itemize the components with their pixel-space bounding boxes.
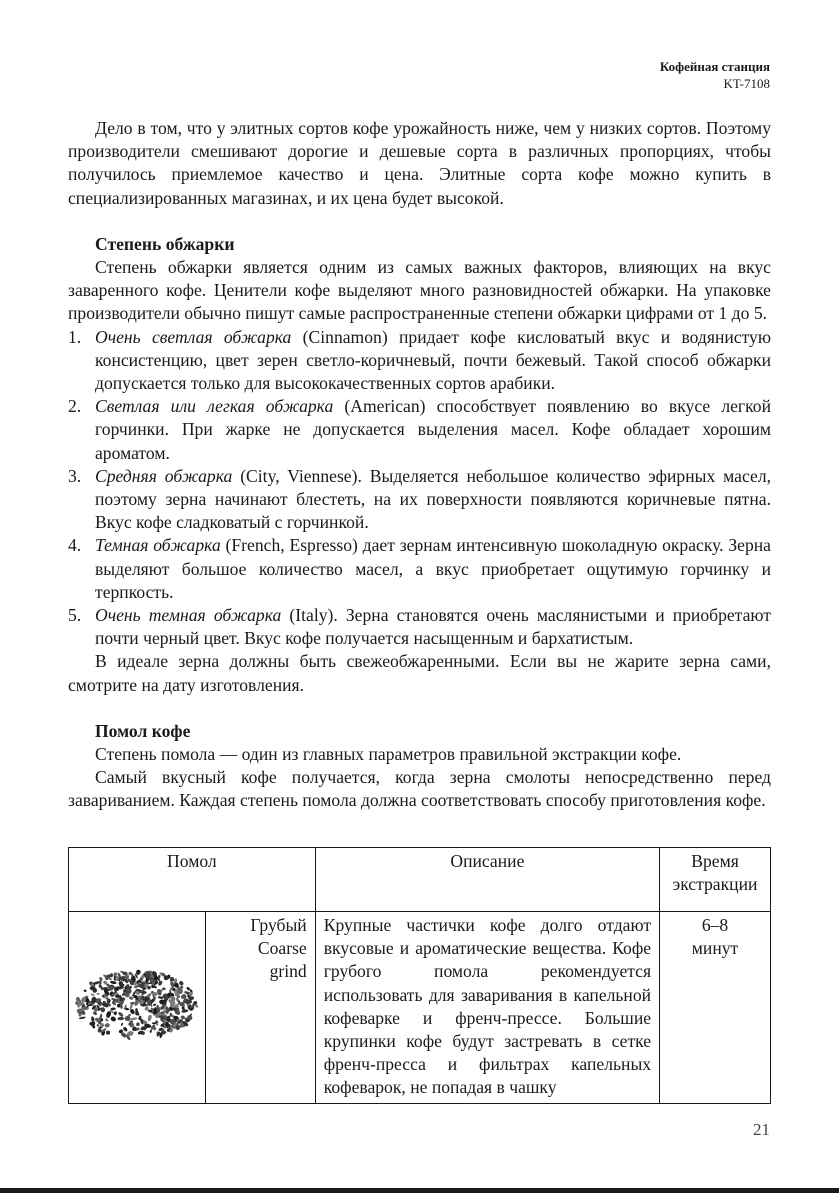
header-title: Кофейная станция (659, 59, 770, 74)
running-header (660, 58, 770, 92)
roast-heading: Степень обжарки (95, 233, 235, 254)
roast-item-number: 1. (68, 326, 82, 347)
roast-item-number: 2. (68, 396, 82, 417)
grind-table (68, 847, 771, 1104)
roast-freshness-paragraph: В идеале зерна должны быть свежеобжаренными. Если вы не жарите зерна сами, смотрите на дату изготовления. (68, 651, 771, 695)
grind-paragraph-2: Самый вкусный кофе получается, когда зерна смолоты непосредственно перед завариванием. Каждая степень помола должна соответствовать способу приготовления кофе. (68, 767, 771, 811)
roast-paragraph: Степень обжарки является одним из самых важных факторов, влияющих на вкус заваренного кофе. Ценители кофе выделяют много разновидностей обжарки. На упаковке производители обычно пишут самые распространенные степени обжарки цифрами от 1 до 5. (68, 257, 771, 324)
roast-item-term: Очень светлая обжарка (95, 326, 292, 347)
grind-paragraph-1: Степень помола — один из главных параметров правильной экстракции кофе. (95, 744, 682, 765)
roast-item-term: Очень темная обжарка (95, 605, 282, 626)
bottom-rule (0, 1188, 839, 1193)
grind-description: Крупные частички кофе долго отдают вкусовые и ароматические вещества. Кофе грубого помола рекомендуется использовать для заваривания в капельной кофеварке и френч-прессе. Большие крупинки кофе будут застревать в сетке френч-пресса и фильтрах капельных кофеварок, не попадая в чашку (315, 912, 659, 1104)
grind-heading: Помол кофе (95, 720, 191, 741)
roast-item-term: Светлая или легкая обжарка (95, 396, 334, 417)
roast-item (68, 604, 771, 650)
roast-item-text: (Cinnamon) придает кофе кисловатый вкус и водянистую консистенцию, цвет зерен светло-коричневый, почти бежевый. Такой способ обжарки допускается только для высококачественных сортов арабики. (95, 326, 771, 394)
roast-item-text: (French, Espresso) дает зернам интенсивную шоколадную окраску. Зерна выделяют большое количество масел, а вкус приобретает ощутимую горчинку и терпкость. (95, 535, 771, 602)
roast-item-number: 4. (68, 535, 82, 556)
header-extraction-time: Время экстракции (660, 848, 771, 912)
roast-list (68, 326, 771, 651)
coffee-grounds-image (69, 915, 205, 1093)
page-number: 21 (753, 1120, 770, 1139)
roast-item-term: Темная обжарка (95, 535, 221, 556)
intro-paragraph: Дело в том, что у элитных сортов кофе урожайность ниже, чем у низких сортов. Поэтому производители смешивают дорогие и дешевые сорта в различных пропорциях, чтобы получилось приемлемое качество и цена. Элитные сорта кофе можно купить в специализированных магазинах, и их цена будет высокой. (68, 118, 771, 208)
coarse-grind-image-cell (69, 912, 206, 1104)
page-body (68, 117, 771, 813)
roast-item-text: (American) способствует появлению во вкусе легкой горчинки. При жарке не допускается выделения масел. Кофе обладает хорошим ароматом. (95, 396, 771, 463)
header-model-code: KT-7108 (723, 76, 770, 91)
roast-item-number: 3. (68, 465, 82, 486)
extraction-time: 6–8 минут (660, 912, 771, 1104)
table-row (69, 912, 771, 1104)
roast-item (68, 465, 771, 535)
roast-item (68, 326, 771, 396)
header-grind: Помол (69, 848, 316, 912)
roast-item-text: (Italy). Зерна становятся очень маслянистыми и приобретают почти черный цвет. Вкус кофе получается насыщенным и бархатистым. (95, 605, 771, 649)
roast-item (68, 395, 771, 465)
roast-item-term: Средняя обжарка (95, 465, 233, 486)
roast-item-number: 5. (68, 605, 82, 626)
roast-item (68, 534, 771, 604)
table-header-row (69, 848, 771, 912)
header-description: Описание (315, 848, 659, 912)
roast-item-text: (City, Viennese). Выделяется небольшое количество эфирных масел, поэтому зерна начинают блестеть, на их поверхности появляются коричневые пятна. Вкус кофе сладковатый с горчинкой. (95, 465, 771, 533)
grind-name: Грубый Coarse grind (206, 912, 316, 1104)
